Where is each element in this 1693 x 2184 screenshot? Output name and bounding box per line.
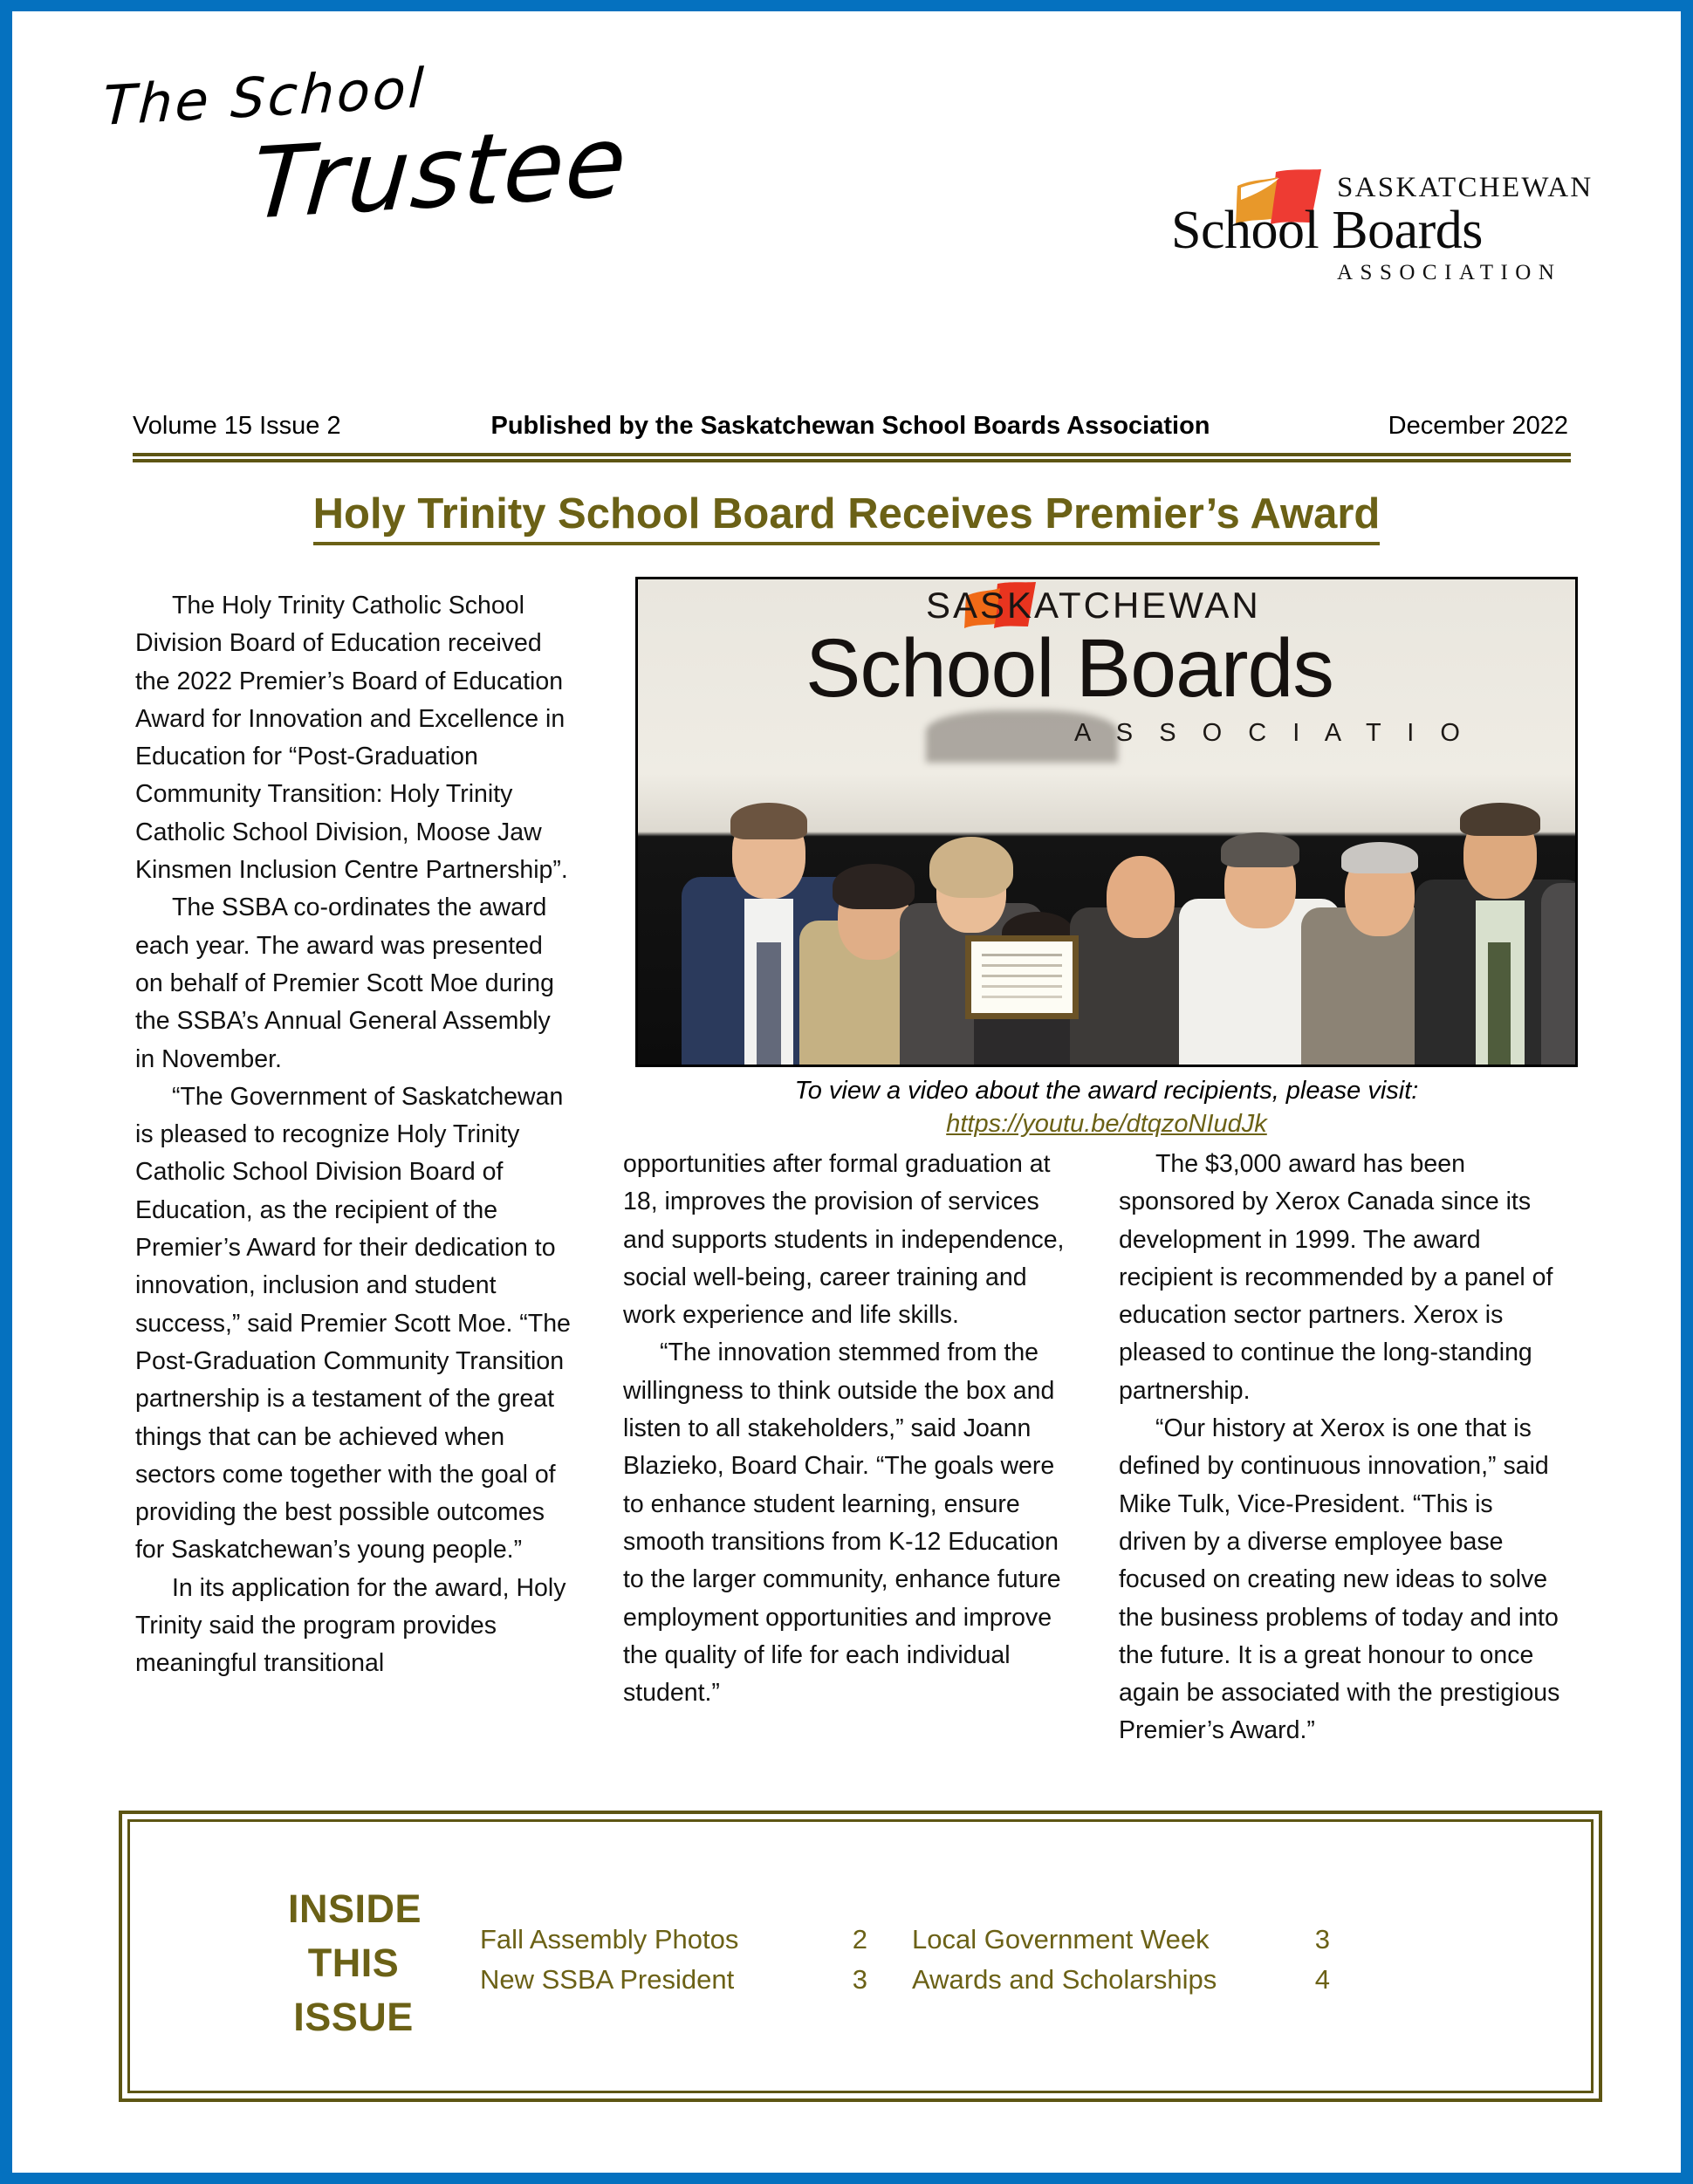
banner-bottom-word: A S S O C I A T I O [1074, 719, 1470, 747]
contents-entry-page: 3 [852, 1964, 867, 1995]
paragraph: The Holy Trinity Catholic School Division Board of Education received the 2022 Premier’s Board of Education Award for Innovation and Excellence in Education for “Post-Graduation Community Transition: Holy Trinity Catholic School Division, Moose Jaw Kinsmen Inclusion Centre Partnership”. [135, 592, 568, 885]
logo-main-word: School Boards [1171, 201, 1483, 260]
contents-entry[interactable] [480, 1959, 942, 1999]
contents-entry-title: Fall Assembly Photos [480, 1924, 739, 1955]
award-recipients-group [638, 785, 1575, 1065]
masthead-line-trustee: Trustee [248, 104, 633, 242]
paragraph: “The Government of Saskatchewan is pleased to recognize Holy Trinity Catholic School Division Board of Education, as the recipient of the Premier’s Award for their dedication to innovation, inclusion and student success,” said Premier Scott Moe. “The Post-Graduation Community Transition partnership is a testament of the great things that can be achieved when sectors come together with the goal of providing the best possible outcomes for Saskatchewan’s young people.” [135, 1082, 571, 1564]
paragraph: opportunities after formal graduation at 18, improves the provision of services and supports students in independence, social well-being, career training and work experience and life skills. [623, 1150, 1065, 1330]
award-photo-image [638, 579, 1575, 1065]
masthead [12, 11, 1681, 387]
ssba-logo [1171, 167, 1607, 298]
contents-entry-page: 3 [1314, 1924, 1330, 1955]
logo-top-word: SASKATCHEWAN [1337, 172, 1594, 203]
inside-this-issue-box [119, 1811, 1602, 2102]
contents-entry[interactable] [912, 1919, 1405, 1959]
photo-caption [635, 1074, 1578, 1141]
contents-entry-title: Awards and Scholarships [912, 1964, 1217, 1995]
paragraph: The SSBA co-ordinates the award each year. The award was presented on behalf of Premier Scott Moe during the SSBA’s Annual General Assembly in November. [135, 893, 555, 1073]
masthead-line-the-school: The School [101, 55, 428, 138]
publication-title [93, 55, 808, 292]
paragraph: “Our history at Xerox is one that is defined by continuous innovation,” said Mike Tulk, Vice-President. “This is driven by a diverse employee base focused on creating new ideas to solve the business problems of today and into the future. It is a great honour to once again be associated with the prestigious Premier’s Award.” [1119, 1414, 1560, 1745]
logo-bottom-word: ASSOCIATION [1337, 261, 1562, 284]
header-divider-rule [133, 453, 1571, 462]
contents-column-a [480, 1919, 942, 1999]
article-column-3 [1119, 1146, 1566, 1750]
inside-this-issue-label [288, 1882, 422, 2044]
paragraph: In its application for the award, Holy Trinity said the program provides meaningful transitional [135, 1573, 566, 1678]
contents-entry-title: Local Government Week [912, 1924, 1210, 1955]
article-column-2 [623, 1146, 1068, 1712]
contents-column-b [912, 1919, 1405, 1999]
inside-label-line-2: THIS [307, 1941, 400, 1986]
award-photo [635, 577, 1578, 1067]
contents-entry[interactable] [480, 1919, 942, 1959]
page-title [12, 490, 1681, 538]
volume-bar [133, 408, 1568, 454]
headline-text: Holy Trinity School Board Receives Premier’s Award [313, 490, 1381, 545]
contents-entry[interactable] [912, 1959, 1405, 1999]
issue-date-label: December 2022 [1388, 412, 1568, 440]
article-column-1 [135, 587, 572, 1683]
banner-main-word: School Boards [805, 622, 1333, 715]
publisher-label: Published by the Saskatchewan School Boards Association [490, 412, 1210, 440]
volume-issue-label: Volume 15 Issue 2 [133, 412, 341, 440]
contents-entry-title: New SSBA President [480, 1964, 735, 1995]
inside-label-line-1: INSIDE [288, 1886, 422, 1931]
person-9 [1541, 810, 1578, 1065]
contents-entry-page: 2 [852, 1924, 867, 1955]
caption-text: To view a video about the award recipients, please visit: [794, 1077, 1419, 1105]
page-sheet [12, 11, 1681, 2173]
framed-award-certificate [965, 935, 1079, 1019]
paragraph: “The innovation stemmed from the willingness to think outside the box and listen to all stakeholders,” said Joann Blazieko, Board Chair. “The goals were to enhance student learning, ensure smooth transitions from K-12 Education to the larger community, enhance future employment opportunities and improve the quality of life for each individual student.” [623, 1338, 1061, 1708]
inside-label-line-3: ISSUE [293, 1995, 414, 2040]
paragraph: The $3,000 award has been sponsored by Xerox Canada since its development in 1999. The award recipient is recommended by a panel of education sector partners. Xerox is pleased to continue the long-standing partnership. [1119, 1150, 1553, 1405]
contents-entry-page: 4 [1314, 1964, 1330, 1995]
banner-top-word: SASKATCHEWAN [926, 585, 1261, 626]
video-link[interactable]: https://youtu.be/dtqzoNIudJk [946, 1110, 1267, 1139]
